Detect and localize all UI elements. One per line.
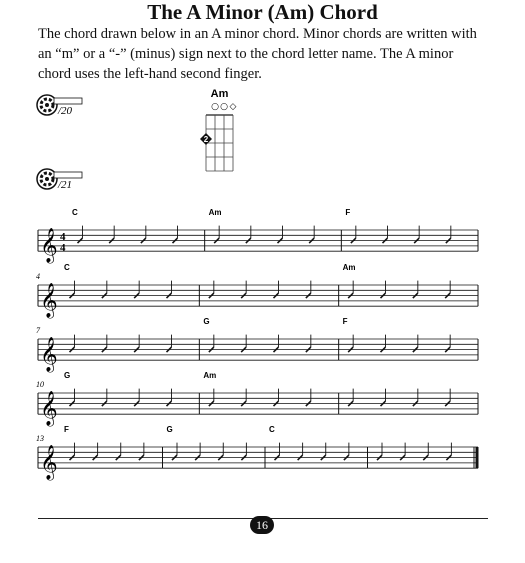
page-title: The A Minor (Am) Chord [147, 0, 378, 24]
chord-symbol: G [64, 371, 71, 380]
treble-clef: 𝄞 [40, 283, 58, 319]
chord-symbol: Am [203, 371, 217, 380]
chord-symbol: G [203, 317, 210, 326]
treble-clef: 𝄞 [40, 228, 58, 264]
chord-symbol: G [166, 425, 173, 434]
treble-clef: 𝄞 [40, 445, 58, 481]
chord-symbol: F [64, 425, 69, 434]
chord-symbol: C [72, 208, 78, 217]
measure-number: 7 [36, 326, 40, 335]
chord-symbol: Am [342, 263, 356, 272]
page-number: 16 [250, 516, 274, 534]
chord-symbol: C [269, 425, 275, 434]
chord-symbol: C [64, 263, 70, 272]
measure-number: 10 [36, 380, 44, 389]
chord-symbol: Am [208, 208, 222, 217]
time-signature-bottom: 4 [60, 242, 66, 255]
final-barline-thick [476, 447, 479, 468]
intro-paragraph: The chord drawn below in an A minor chord. Minor chords are written with an “m” or a “-” (minus) sign next to the chord letter name. The A minor chord uses the left-hand second finger. [38, 26, 477, 82]
time-signature-top: 4 [60, 231, 66, 244]
track-number: /21 [58, 179, 73, 191]
open-string-marker: ○ [220, 102, 228, 112]
cd-icon-hole [45, 103, 49, 107]
open-string-marker: ○ [211, 102, 219, 112]
open-string-marker: ◇ [229, 102, 237, 112]
chord-diagram-name: Am [210, 88, 229, 100]
track-number: /20 [58, 105, 73, 117]
track-tab [54, 172, 82, 178]
measure-number: 13 [36, 434, 44, 443]
cd-icon-hole [45, 177, 49, 181]
chord-symbol: F [345, 208, 351, 217]
treble-clef: 𝄞 [40, 337, 58, 373]
finger-number: 2 [203, 135, 209, 144]
track-tab [54, 98, 82, 104]
chord-symbol: F [342, 317, 348, 326]
treble-clef: 𝄞 [40, 391, 58, 427]
measure-number: 4 [36, 272, 40, 281]
